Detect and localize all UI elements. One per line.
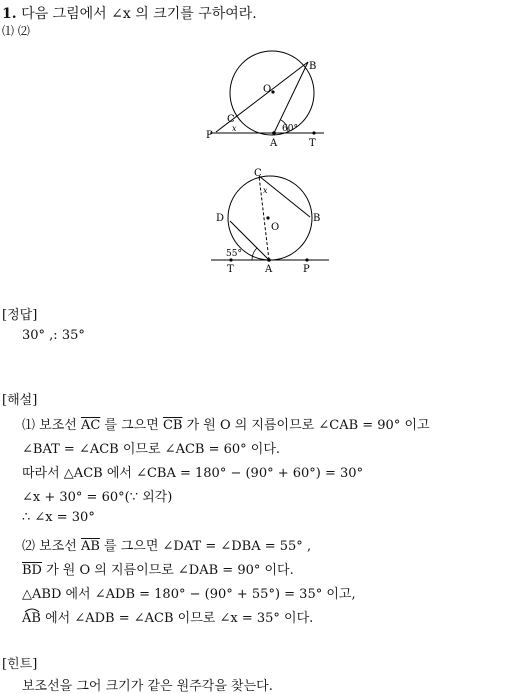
solution-line-3: 따라서 △ACB 에서 ∠CBA = 180° − (90° + 60°) = 30°: [22, 466, 364, 481]
hint-text: 보조선을 그어 크기가 같은 원주각을 찾는다.: [22, 679, 273, 694]
figure1-label-c: C: [227, 114, 235, 125]
segment-bd: $\overline{BD}$: [22, 563, 42, 578]
figure2-label-x: x: [263, 186, 268, 195]
figure2-point-p: [305, 258, 308, 261]
figure2-label-o: O: [271, 222, 280, 233]
figure2-chord-cb: [259, 176, 310, 217]
figure1-label-x: x: [232, 124, 237, 133]
solution-line-4: ∠x + 30° = 60°(∵ 외각): [22, 490, 173, 505]
hint-heading: [힌트]: [2, 657, 38, 672]
solution-line-2: ∠BAT = ∠ACB 이므로 ∠ACB = 60° 이다.: [22, 442, 281, 457]
problem-text: 다음 그림에서 ∠x 의 크기를 구하여라.: [21, 6, 257, 22]
figure2-point-a: [267, 258, 271, 262]
solution-line-6-post: 를 그으면 ∠DAT = ∠DBA = 55° ,: [99, 539, 312, 554]
figure1-label-a: A: [270, 138, 278, 149]
figure2-label-p: P: [303, 264, 310, 274]
solution-line-6-pre: ⑵ 보조선: [22, 539, 81, 554]
figure1-label-o: O: [263, 84, 272, 95]
figure2-label-a: A: [265, 264, 273, 274]
segment-ab: $\overline{AB}$: [80, 539, 100, 554]
solution-line-9-post: 에서 ∠ADB = ∠ACB 이므로 ∠x = 35° 이다.: [40, 611, 314, 626]
arc-mark-icon: [24, 607, 40, 613]
figure2-label-t: T: [227, 264, 234, 274]
solution-line-5: ∴ ∠x = 30°: [22, 510, 95, 525]
figure2-label-d: D: [216, 213, 225, 224]
figure1-point-a: [272, 131, 276, 135]
solution-line-1: [22, 414, 430, 433]
figure1-label-p: P: [206, 130, 213, 141]
solution-heading: [해설]: [2, 393, 38, 408]
arc-ab: [22, 611, 41, 626]
segment-ac: $\overline{AC}$: [80, 418, 101, 433]
segment-cb: $\overline{CB}$: [162, 418, 183, 433]
figure-1: [195, 48, 335, 152]
figure1-label-t: T: [309, 138, 316, 149]
answer-text: 30° ,: 35°: [22, 328, 85, 343]
solution-line-1-pre: ⑴ 보조선: [22, 418, 81, 433]
figure2-label-b: B: [313, 213, 321, 224]
answer-heading: [정답]: [2, 308, 38, 323]
figure2-label-c: C: [254, 168, 262, 179]
problem-statement: [2, 3, 257, 23]
solution-line-1-post: 가 원 O 의 지름이므로 ∠CAB = 90° 이고: [182, 418, 430, 433]
subpart-labels: ⑴ ⑵: [2, 24, 30, 38]
figure1-label-b: B: [309, 61, 317, 72]
figure2-center-point: [266, 216, 269, 219]
solution-line-8: △ABD 에서 ∠ADB = 180° − (90° + 55°) = 35° 이고,: [22, 587, 356, 602]
solution-line-7: [22, 559, 294, 578]
figure1-chord-ab: [274, 62, 308, 133]
arc-ab-label: AB: [22, 611, 41, 626]
solution-line-9: [22, 607, 313, 626]
figure2-label-angle: 55°: [226, 249, 242, 259]
solution-line-6: [22, 535, 311, 554]
figure1-center-point: [271, 90, 274, 93]
solution-line-7-post: 가 원 O 의 지름이므로 ∠DAB = 90° 이다.: [41, 563, 294, 578]
solution-line-1-mid: 를 그으면: [100, 418, 163, 433]
figure-2: [205, 162, 335, 274]
figure1-label-angle: 60°: [282, 124, 298, 134]
figure1-point-t: [312, 131, 315, 134]
figure2-circle: [228, 176, 312, 260]
problem-number: 1.: [2, 6, 17, 22]
